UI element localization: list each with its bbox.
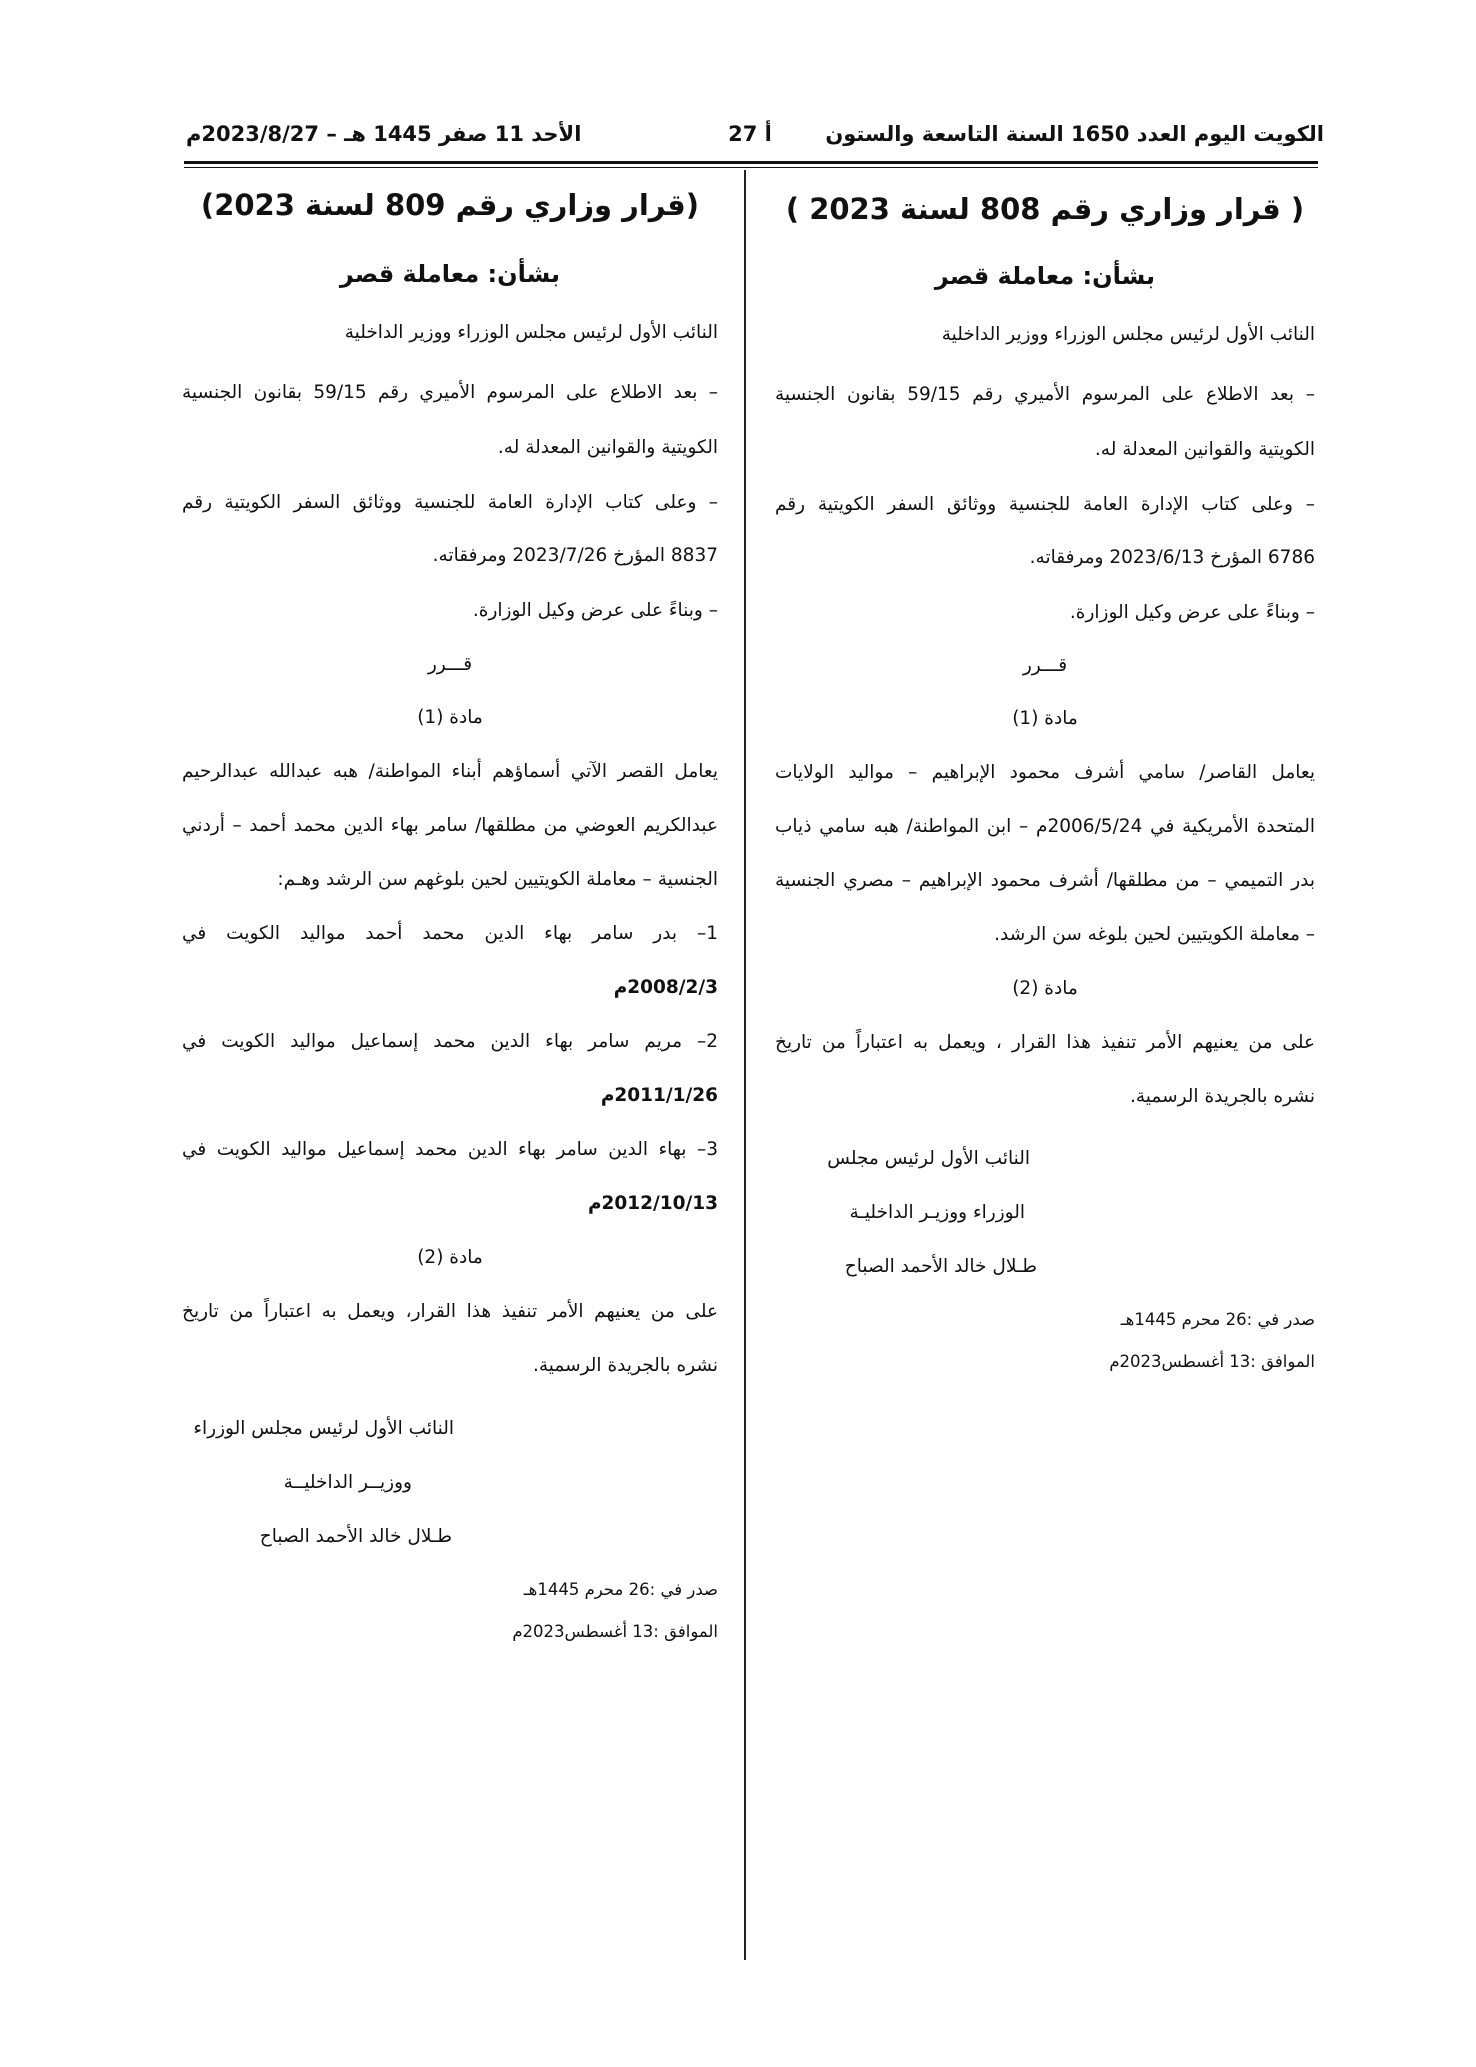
article-text-line: عبدالكريم العوضي من مطلقها/ سامر بهاء الدين محمد أحمد – أردني (182, 815, 718, 836)
preamble-line: – وعلى كتاب الإدارة العامة للجنسية ووثائق السفر الكويتية رقم (182, 492, 718, 513)
preamble-line: – وبناءً على عرض وكيل الوزارة. (472, 600, 718, 621)
corresponding-date: الموافق :13 أغسطس2023م (512, 1622, 718, 1641)
article-text-line: نشره بالجريدة الرسمية. (533, 1355, 718, 1376)
child-birth-date: 2012/10/13م (587, 1193, 718, 1214)
signature-title: النائب الأول لرئيس مجلس (827, 1148, 1030, 1169)
decision-subject: بشأن: معاملة قصر (934, 262, 1156, 290)
article-text-line: يعامل القصر الآتي أسماؤهم أبناء المواطنة/ هبه عبدالله عبدالرحيم (182, 761, 718, 782)
article-text-line: – معاملة الكويتيين لحين بلوغه سن الرشد. (994, 924, 1315, 945)
issuer-line: النائب الأول لرئيس مجلس الوزراء ووزير الداخلية (941, 324, 1315, 345)
article-heading: مادة (1) (1012, 708, 1078, 729)
preamble-line: – وعلى كتاب الإدارة العامة للجنسية ووثائق السفر الكويتية رقم (775, 494, 1315, 515)
article-text-line: المتحدة الأمريكية في 2006/5/24م – ابن المواطنة/ هبه سامي ذياب (775, 816, 1315, 837)
preamble-line: – بعد الاطلاع على المرسوم الأميري رقم 59/15 بقانون الجنسية (775, 384, 1315, 405)
preamble-line: الكويتية والقوانين المعدلة له. (1094, 439, 1315, 460)
header-rule-thin (184, 167, 1318, 168)
child-birth-date: 2011/1/26م (600, 1085, 718, 1106)
decided-heading: قـــرر (427, 654, 473, 675)
preamble-line: – بعد الاطلاع على المرسوم الأميري رقم 59/15 بقانون الجنسية (182, 382, 718, 403)
article-text-line: على من يعنيهم الأمر تنفيذ هذا القرار، ويعمل به اعتباراً من تاريخ (182, 1301, 718, 1322)
issued-date: صدر في :26 محرم 1445هـ (1120, 1310, 1315, 1329)
signature-name: طـلال خالد الأحمد الصباح (259, 1526, 452, 1547)
preamble-line: 6786 المؤرخ 2023/6/13 ومرفقاته. (1029, 547, 1315, 568)
signature-title: الوزراء ووزيـر الداخليـة (849, 1202, 1025, 1223)
issued-date: صدر في :26 محرم 1445هـ (523, 1580, 718, 1599)
corresponding-date: الموافق :13 أغسطس2023م (1109, 1352, 1315, 1371)
article-text-line: الجنسية – معاملة الكويتيين لحين بلوغهم سن الرشد وهـم: (277, 869, 718, 890)
decision-title: ( قرار وزاري رقم 808 لسنة 2023 ) (785, 192, 1305, 226)
article-text-line: بدر التميمي – من مطلقها/ أشرف محمود الإبراهيم – مصري الجنسية (775, 870, 1315, 891)
header-issue-info: الكويت اليوم العدد 1650 السنة التاسعة والستون (825, 122, 1324, 146)
child-birth-date: 2008/2/3م (613, 977, 718, 998)
preamble-line: – وبناءً على عرض وكيل الوزارة. (1069, 602, 1315, 623)
preamble-line: 8837 المؤرخ 2023/7/26 ومرفقاته. (432, 545, 718, 566)
child-item-line: 1– بدر سامر بهاء الدين محمد أحمد مواليد الكويت في (182, 923, 718, 944)
preamble-line: الكويتية والقوانين المعدلة له. (497, 437, 718, 458)
header-date: الأحد 11 صفر 1445 هـ – 2023/8/27م (186, 122, 582, 146)
article-heading: مادة (2) (1012, 978, 1078, 999)
article-text-line: يعامل القاصر/ سامي أشرف محمود الإبراهيم – مواليد الولايات (775, 762, 1315, 783)
decision-subject: بشأن: معاملة قصر (339, 260, 561, 288)
signature-title: النائب الأول لرئيس مجلس الوزراء (193, 1418, 454, 1439)
article-text-line: نشره بالجريدة الرسمية. (1130, 1086, 1315, 1107)
decided-heading: قـــرر (1022, 655, 1068, 676)
header-rule-thick (184, 161, 1318, 164)
child-item-line: 3– بهاء الدين سامر بهاء الدين محمد إسماعيل مواليد الكويت في (182, 1139, 718, 1160)
column-divider (744, 170, 746, 1960)
issuer-line: النائب الأول لرئيس مجلس الوزراء ووزير الداخلية (344, 322, 718, 343)
decision-title: (قرار وزاري رقم 809 لسنة 2023) (200, 188, 700, 222)
signature-title: ووزيــر الداخليــة (283, 1472, 412, 1493)
header-page-number: أ 27 (728, 122, 772, 146)
article-heading: مادة (2) (417, 1247, 483, 1268)
article-heading: مادة (1) (417, 707, 483, 728)
article-text-line: على من يعنيهم الأمر تنفيذ هذا القرار ، ويعمل به اعتباراً من تاريخ (775, 1032, 1315, 1053)
signature-name: طـلال خالد الأحمد الصباح (844, 1256, 1037, 1277)
child-item-line: 2– مريم سامر بهاء الدين محمد إسماعيل مواليد الكويت في (182, 1031, 718, 1052)
